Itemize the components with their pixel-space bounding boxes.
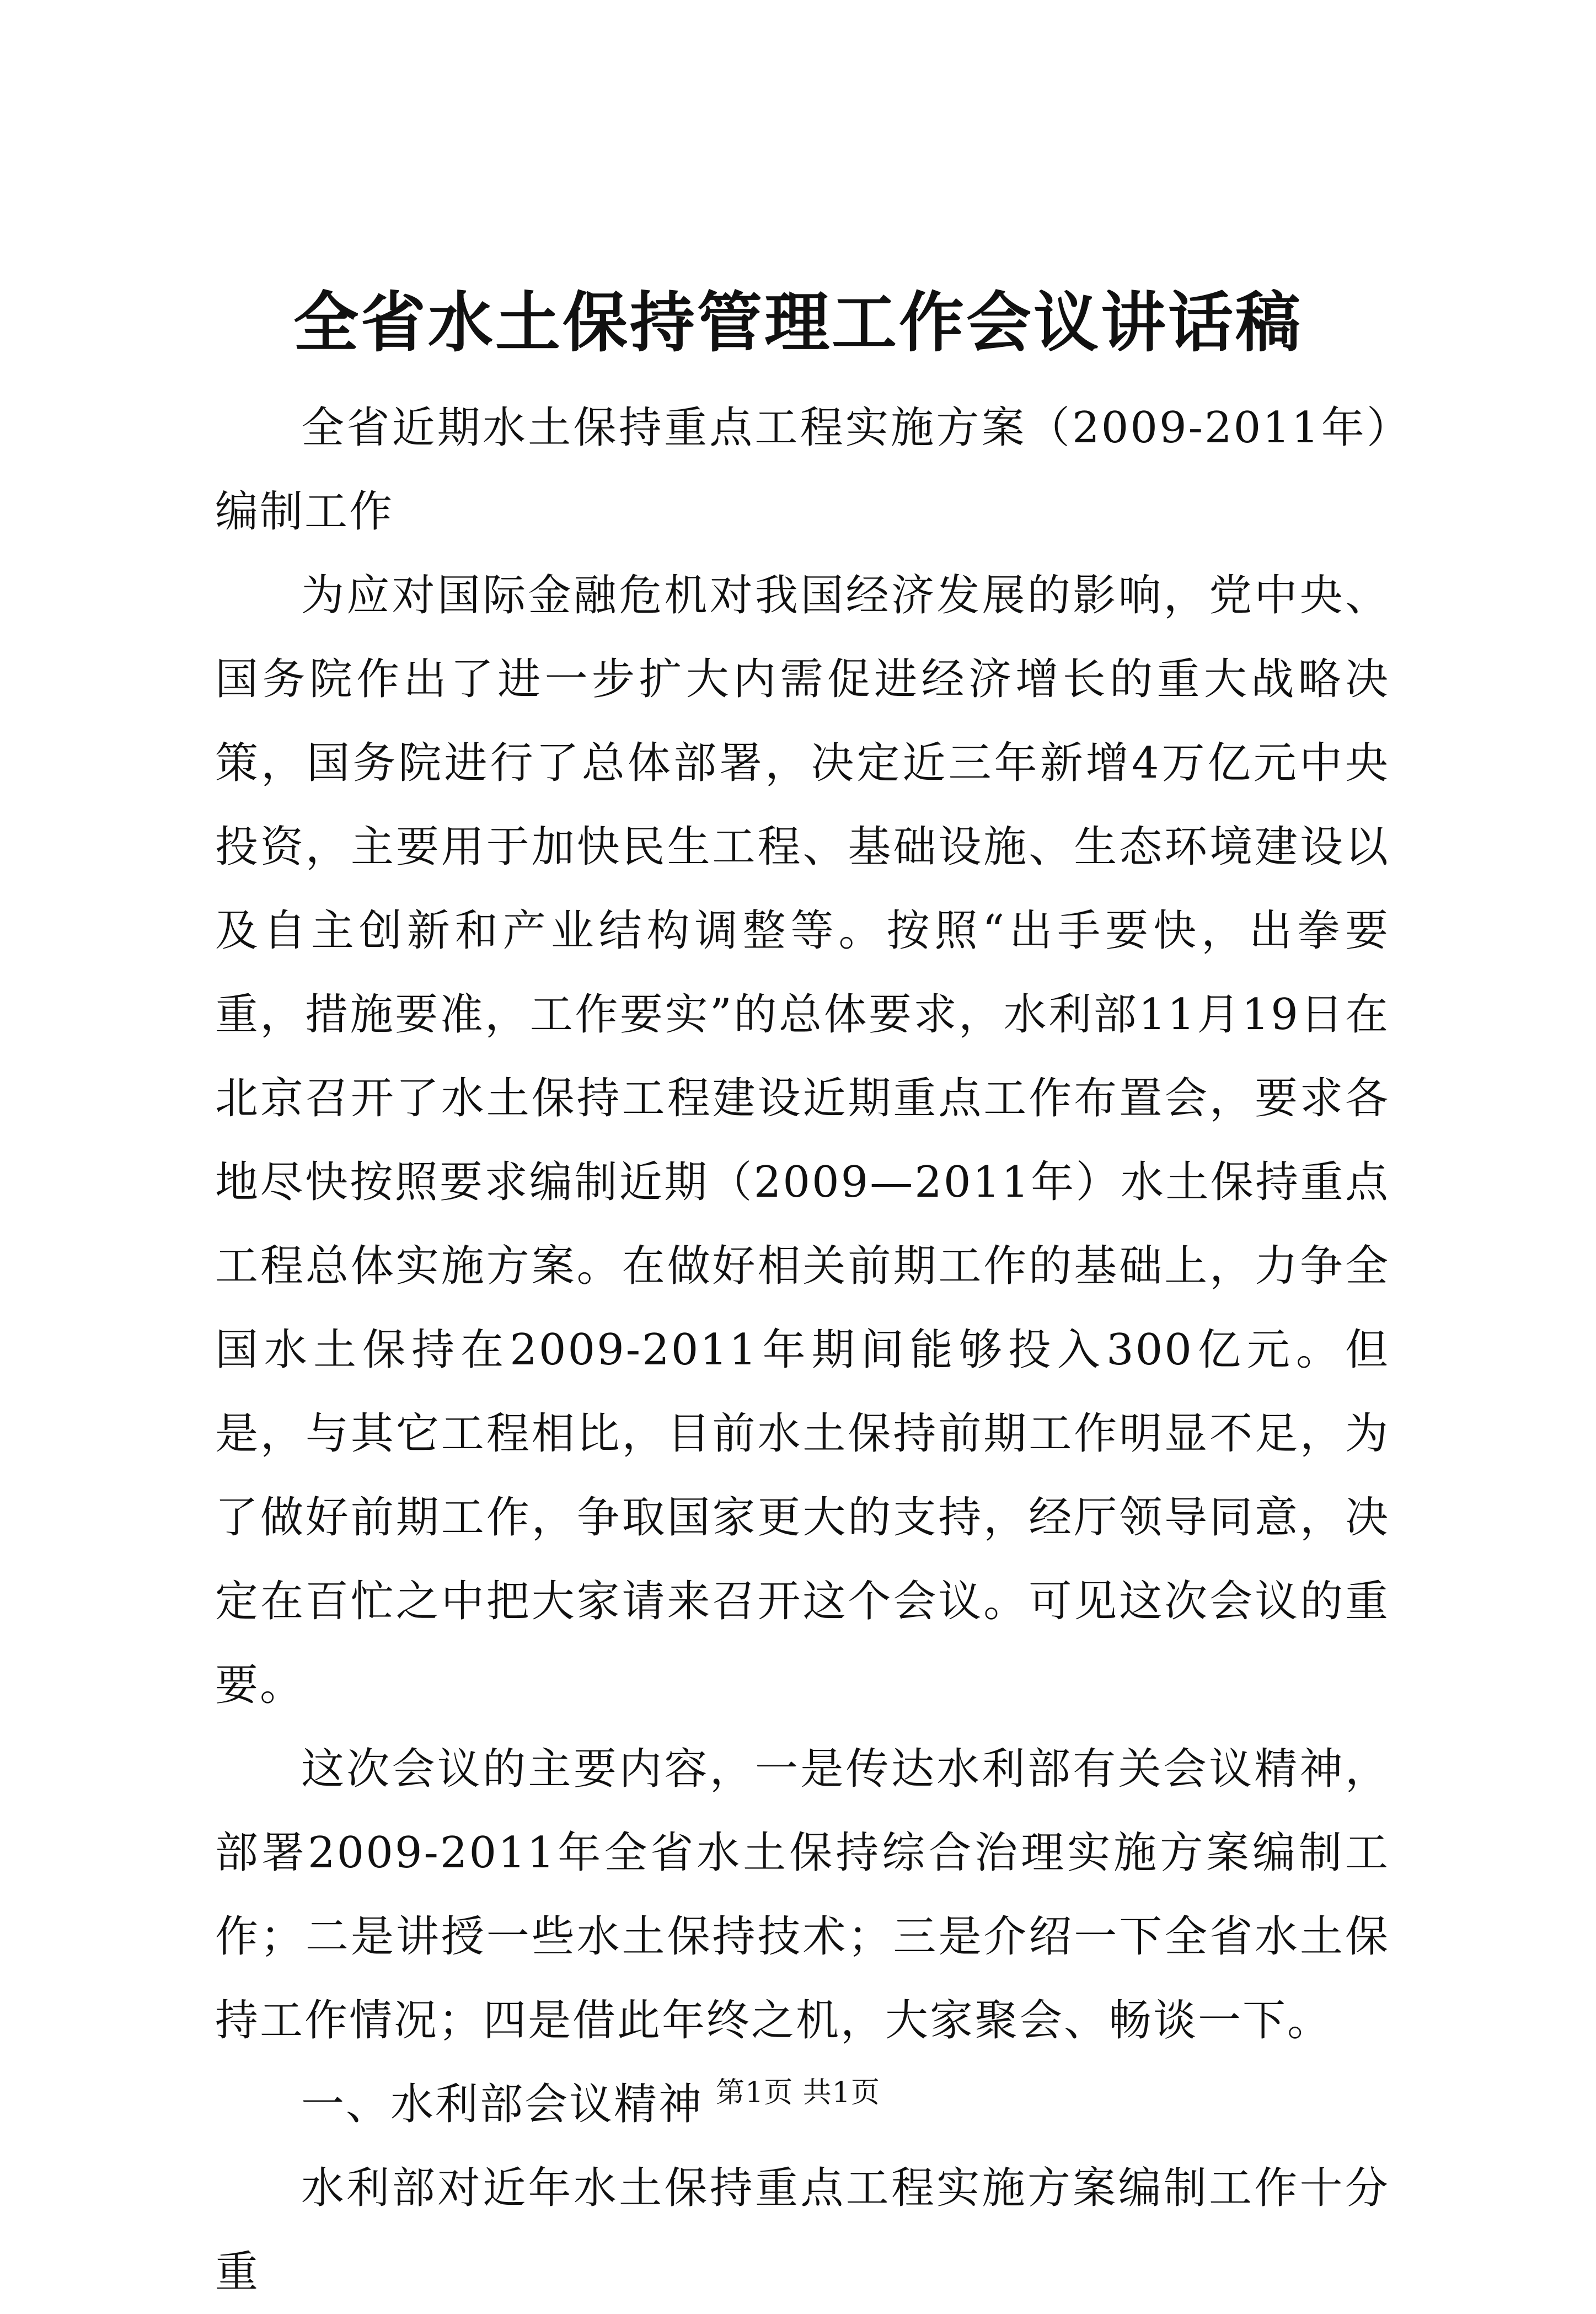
paragraph-background: 为应对国际金融危机对我国经济发展的影响，党中央、国务院作出了进一步扩大内需促进经济增长的重大战略决策，国务院进行了总体部署，决定近三年新增4万亿元中央投资，主要用于加快民生工程、基础设施、生态环境建设以及自主创新和产业结构调整等。按照“出手要快，出拳要重，措施要准，工作要实”的总体要求，水利部11月19日在北京召开了水土保持工程建设近期重点工作布置会，要求各地尽快按照要求编制近期（2009—2011年）水土保持重点工程总体实施方案。在做好相关前期工作的基础上，力争全国水土保持在2009-2011年期间能够投入300亿元。但是，与其它工程相比，目前水土保持前期工作明显不足，为了做好前期工作，争取国家更大的支持，经厅领导同意，决定在百忙之中把大家请来召开这个会议。可见这次会议的重要。: [215, 571, 1390, 1710]
document-title: 全省水土保持管理工作会议讲话稿: [293, 284, 1303, 361]
paragraph-section-start: 水利部对近年水土保持重点工程实施方案编制工作十分重: [215, 2163, 1390, 2297]
section-heading: 一、水利部会议精神: [301, 2080, 704, 2129]
document-body: [215, 386, 1390, 2314]
paragraph-meeting-content: 这次会议的主要内容，一是传达水利部有关会议精神，部署2009-2011年全省水土保持综合治理实施方案编制工作；二是讲授一些水土保持技术；三是介绍一下全省水土保持工作情况；四是借此年终之机，大家聚会、畅谈一下。: [215, 1744, 1390, 2045]
paragraph-subtitle: 全省近期水土保持重点工程实施方案（2009-2011年）编制工作: [215, 403, 1390, 537]
page-footer: 第1页 共1页: [716, 2076, 880, 2109]
